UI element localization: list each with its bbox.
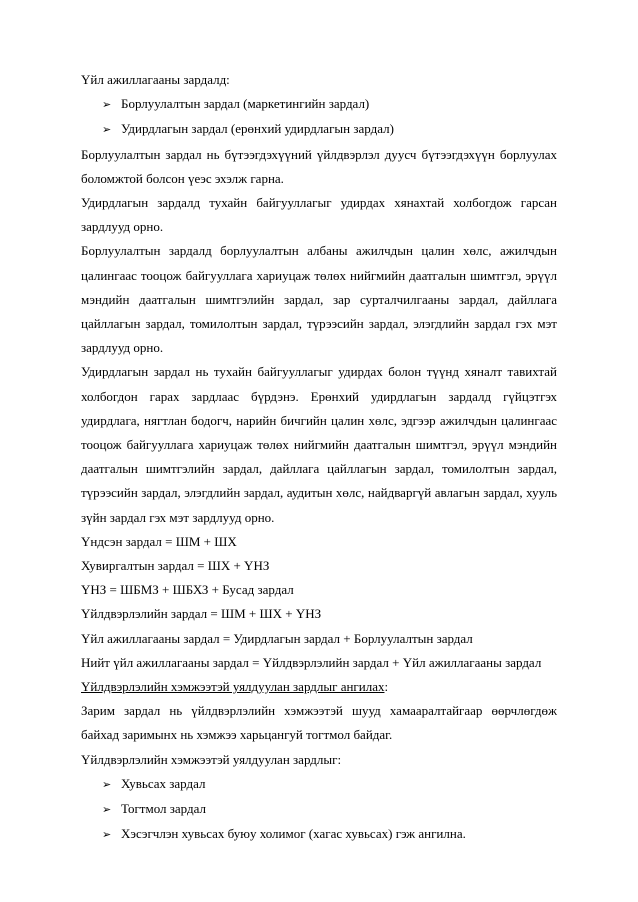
paragraph-volume: Зарим зардал нь үйлдвэрлэлийн хэмжээтэй шууд хамааралтайгаар өөрчлөгдөж байхад заримынх нь хэмжээ харьцангуй тогтмол байдаг. (81, 703, 557, 743)
arrow-bullet-icon: ➢ (102, 803, 112, 817)
bullet-item (81, 117, 557, 142)
formula-operating-cost: Үйл ажиллагааны зардал = Удирдлагын зардал + Борлуулалтын зардал (81, 630, 473, 646)
arrow-bullet-icon: ➢ (102, 777, 112, 791)
paragraph-selling-cost: Борлуулалтын зардал нь бүтээгдэхүүний үйлдвэрлэл дуусч бүтээгдэхүүн борлуулах боломжтой болсон үеэс эхэлж гарна. (81, 146, 557, 186)
bullet-item (81, 822, 557, 847)
intro-line: Үйл ажиллагааны зардалд: (81, 72, 230, 87)
bullet-text: Хувьсах зардал (121, 775, 206, 791)
arrow-bullet-icon: ➢ (102, 828, 112, 842)
bullet-item (81, 797, 557, 822)
formula-conversion-cost: Хувиргалтын зардал = ШХ + ҮНЗ (81, 558, 270, 574)
document-page (81, 68, 557, 848)
formula-overhead: ҮНЗ = ШБМЗ + ШБХЗ + Бусад зардал (81, 582, 294, 598)
paragraph-admin-items: Удирдлагын зардал нь тухайн байгууллагыг удирдах болон түүнд хяналт тавихтай холбогдон гарах зардлаас бүрдэнэ. Ерөнхий удирдлагын зардалд гүйцэтгэх удирдлага, нягтлан бодогч, нарийн бичгийн цалин хөлс, эдгээр ажилчдын цалингаас тооцож байгууллага хариуцаж төлөх нийгмийн даатгалын шимтгэл, эрүүл мэндийн даатгалын шимтгэлийн зардал, дайллага цайллагын зардал, томилолтын зардал, түрээсийн зардал, элэгдлийн зардал, аудитын хөлс, найдваргүй авлагын зардал, хууль зүйн зардал гэх мэт зардлууд орно. (81, 364, 557, 525)
paragraph-classify: Үйлдвэрлэлийн хэмжээтэй уялдуулан зардлыг: (81, 751, 342, 767)
paragraph-admin-cost: Удирдлагын зардалд тухайн байгууллагыг удирдах хянахтай холбогдож гарсан зардлууд орно. (81, 195, 557, 235)
bullet-item (81, 772, 557, 797)
bullet-item (81, 92, 557, 117)
formula-total-operating-cost: Нийт үйл ажиллагааны зардал = Үйлдвэрлэлийн зардал + Үйл ажиллагааны зардал (81, 654, 542, 670)
bullet-text: Тогтмол зардал (121, 801, 206, 817)
bullet-text: Борлуулалтын зардал (маркетингийн зардал) (121, 96, 370, 112)
formula-production-cost: Үйлдвэрлэлийн зардал = ШМ + ШХ + ҮНЗ (81, 606, 322, 622)
bullet-text: Удирдлагын зардал (ерөнхий удирдлагын зардал) (121, 121, 394, 137)
section-heading-text: Үйлдвэрлэлийн хэмжээтэй уялдуулан зардлыг ангилах (81, 679, 385, 695)
arrow-bullet-icon: ➢ (102, 98, 112, 112)
section-heading (81, 675, 557, 699)
paragraph-selling-items: Борлуулалтын зардалд борлуулалтын албаны ажилчдын цалин хөлс, ажилчдын цалингаас тооцож байгууллага хариуцаж төлөх нийгмийн даатгалын шимтгэл, эрүүл мэндийн даатгалын шимтгэлийн зардал, зар сурталчилгааны зардал, дайллага цайллагын зардал, томилолтын зардал, түрээсийн зардал, элэгдлийн зардал гэх мэт зардлууд орно. (81, 243, 557, 356)
bullet-text: Хэсэгчлэн хувьсах буюу холимог (хагас хувьсах) гэж ангилна. (121, 826, 466, 842)
section-heading-colon: : (384, 679, 389, 695)
formula-prime-cost: Үндсэн зардал = ШМ + ШХ (81, 533, 237, 549)
arrow-bullet-icon: ➢ (102, 123, 112, 137)
